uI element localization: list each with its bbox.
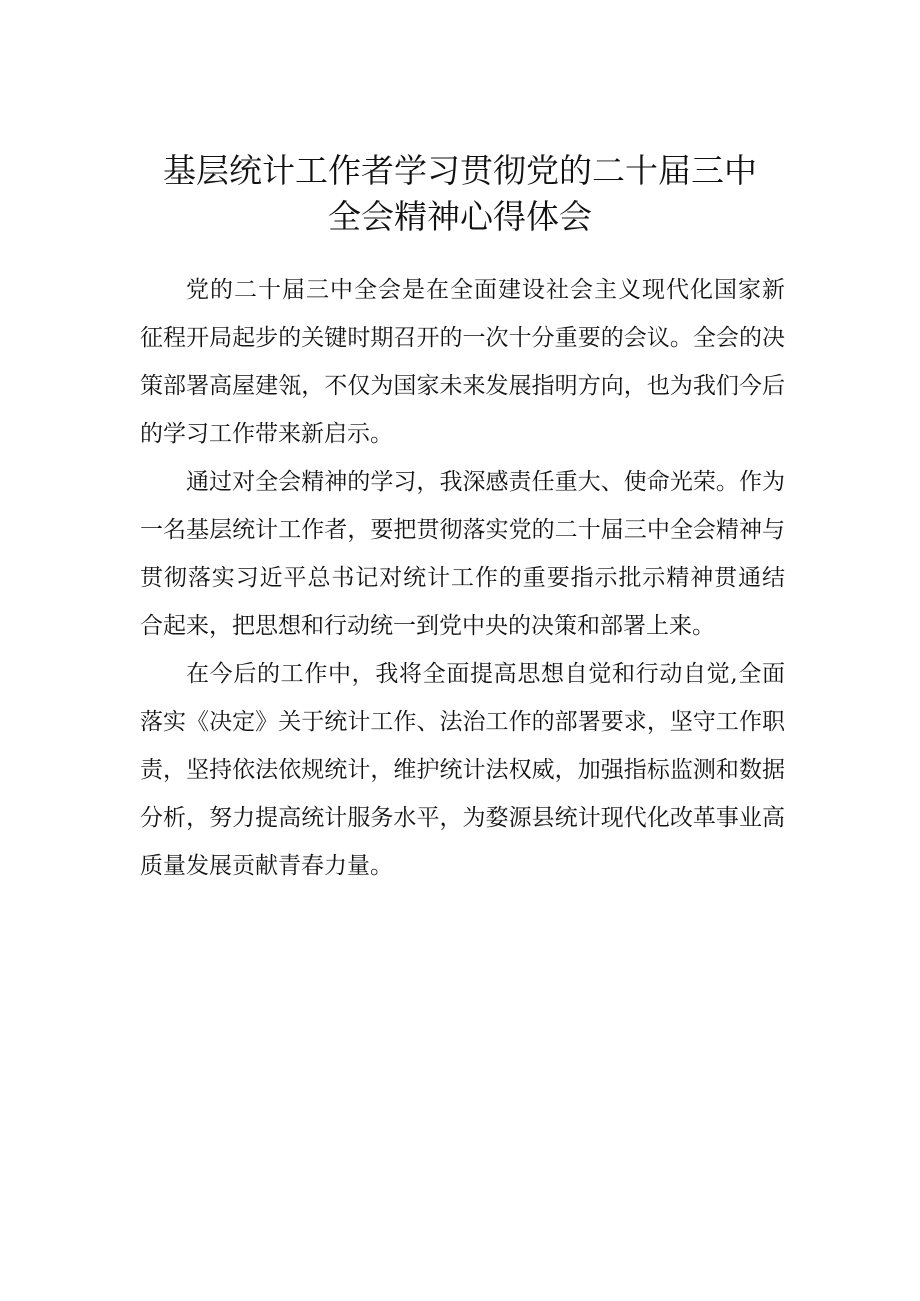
text-line: 在今后的工作中，我将全面提高思想自觉和行动自觉,全面 <box>186 661 785 687</box>
text-line: 通过对全会精神的学习，我深感责任重大、使命光荣。作为 <box>186 469 785 495</box>
text-line: 落实《决定》关于统计工作、法治工作的部署要求，坚守工作职 <box>140 709 785 735</box>
text-line: 质量发展贡献青春力量。 <box>140 853 393 879</box>
document-body <box>140 266 785 890</box>
paragraph-2 <box>140 458 785 650</box>
text-line: 的学习工作带来新启示。 <box>140 421 393 447</box>
text-line: 贯彻落实习近平总书记对统计工作的重要指示批示精神贯通结 <box>140 565 785 591</box>
document-title <box>120 148 800 240</box>
title-line: 全会精神心得体会 <box>328 197 592 236</box>
text-line: 一名基层统计工作者，要把贯彻落实党的二十届三中全会精神与 <box>140 517 785 543</box>
text-line: 合起来，把思想和行动统一到党中央的决策和部署上来。 <box>140 613 715 639</box>
paragraph-3 <box>140 650 785 890</box>
text-line: 责，坚持依法依规统计，维护统计法权威，加强指标监测和数据 <box>140 757 785 783</box>
text-line: 分析，努力提高统计服务水平，为婺源县统计现代化改革事业高 <box>140 805 785 831</box>
text-line: 党的二十届三中全会是在全面建设社会主义现代化国家新 <box>186 277 785 303</box>
paragraph-1 <box>140 266 785 458</box>
text-line: 策部署高屋建瓴，不仅为国家未来发展指明方向，也为我们今后 <box>140 373 785 399</box>
title-line: 基层统计工作者学习贯彻党的二十届三中 <box>163 151 757 190</box>
text-line: 征程开局起步的关键时期召开的一次十分重要的会议。全会的决 <box>140 325 785 351</box>
